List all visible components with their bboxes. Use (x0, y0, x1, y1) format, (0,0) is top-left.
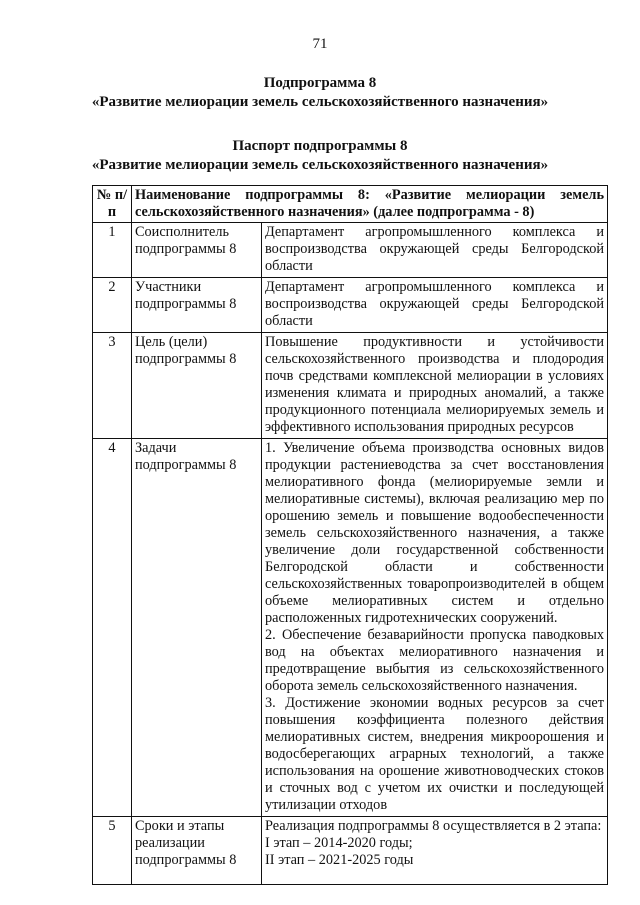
row-number: 2 (93, 278, 132, 333)
subprogram-title-line2: «Развитие мелиорации земель сельскохозяйственного назначения» (91, 94, 549, 110)
row-value (262, 278, 608, 333)
row-paragraph: 3. Достижение экономии водных ресурсов за счет повышения коэффициента полезного действия мелиоративных систем, внедрения микроорошения и водосберегающих аграрных технологий, а также использования на орошение животноводческих стоков и сточных вод с учетом их очистки и последующей утилизации отходов (265, 695, 604, 813)
row-line: II этап – 2021-2025 годы (265, 852, 414, 868)
row-label: Соисполнитель подпрограммы 8 (132, 223, 262, 278)
passport-title (0, 137, 640, 175)
table-row (93, 278, 608, 333)
row-value (262, 817, 608, 885)
row-label: Сроки и этапы реализации подпрограммы 8 (132, 817, 262, 885)
row-paragraph: Департамент агропромышленного комплекса и воспроизводства окружающей среды Белгородской области (265, 224, 604, 274)
row-number: 3 (93, 333, 132, 439)
subprogram-title (0, 74, 640, 112)
header-name: Наименование подпрограммы 8: «Развитие мелиорации земель сельскохозяйственного назначения» (далее подпрограмма - 8) (132, 186, 608, 223)
row-label: Цель (цели) подпрограммы 8 (132, 333, 262, 439)
table-row (93, 817, 608, 885)
row-label: Задачи подпрограммы 8 (132, 439, 262, 817)
row-paragraph: 2. Обеспечение безаварийности пропуска паводковых вод на объектах мелиоративного назначения и предотвращение выбытия из сельскохозяйственного оборота земель сельскохозяйственного назначения. (265, 627, 604, 694)
row-number: 1 (93, 223, 132, 278)
header-num: № п/п (93, 186, 132, 223)
table-header-row (93, 186, 608, 223)
passport-title-line1: Паспорт подпрограммы 8 (232, 138, 408, 154)
row-label: Участники подпрограммы 8 (132, 278, 262, 333)
page-number: 71 (312, 36, 328, 52)
table-row (93, 439, 608, 817)
row-line: Реализация подпрограммы 8 осуществляется в 2 этапа: (265, 818, 602, 834)
row-number: 4 (93, 439, 132, 817)
row-paragraph: 1. Увеличение объема производства основных видов продукции растениеводства за счет восстановления мелиоративного фонда (мелиорируемые земли и мелиоративные системы), включая реализацию мер по орошению земель и повышение водообеспеченности земель сельскохозяйственного назначения, а также увеличение доли государственной собственности Белгородской области и собственности сельскохозяйственных товаропроизводителей в общем объеме мелиоративных систем и отдельно расположенных гидротехнических сооружений. (265, 440, 604, 626)
row-line: I этап – 2014-2020 годы; (265, 835, 413, 851)
passport-table (92, 185, 608, 885)
table-row (93, 333, 608, 439)
passport-title-line2: «Развитие мелиорации земель сельскохозяйственного назначения» (91, 157, 549, 173)
subprogram-title-line1: Подпрограмма 8 (263, 75, 377, 91)
row-paragraph: Повышение продуктивности и устойчивости сельскохозяйственного производства и плодородия почв средствами комплексной мелиорации в условиях изменения климата и природных аномалий, а также продукционного потенциала мелиорируемых земель и эффективного использования природных ресурсов (265, 334, 604, 435)
row-number: 5 (93, 817, 132, 885)
row-value (262, 439, 608, 817)
row-value (262, 333, 608, 439)
table-row (93, 223, 608, 278)
row-paragraph: Департамент агропромышленного комплекса и воспроизводства окружающей среды Белгородской области (265, 279, 604, 329)
row-value (262, 223, 608, 278)
